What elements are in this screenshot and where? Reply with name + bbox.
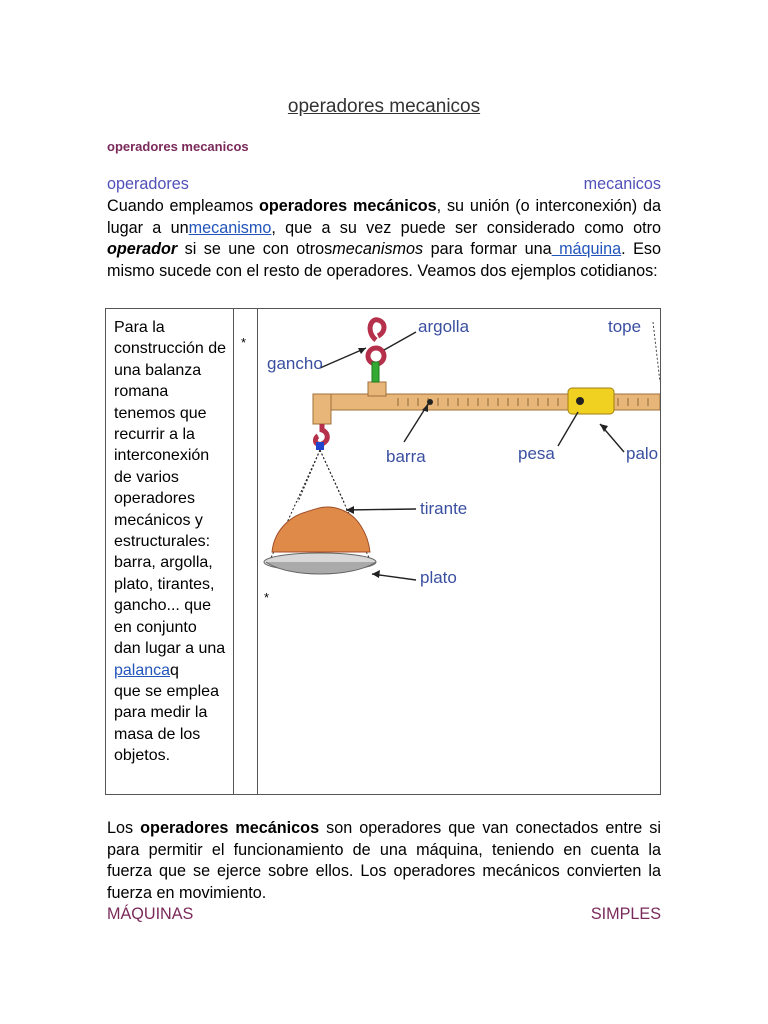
page-title: operadores mecanicos xyxy=(287,96,481,117)
label-gancho: gancho xyxy=(267,354,323,373)
maquina-link[interactable]: máquina xyxy=(551,240,622,258)
balanza-diagram xyxy=(258,312,660,602)
star-marker: * xyxy=(241,335,247,350)
maquinas-right: SIMPLES xyxy=(590,905,661,923)
label-palo: palo xyxy=(626,444,659,463)
label-plato: plato xyxy=(420,568,457,587)
hook-top xyxy=(370,320,384,340)
label-tirante: tirante xyxy=(420,499,468,518)
maquinas-heading-line xyxy=(107,904,661,926)
label-tope: tope xyxy=(608,317,642,336)
label-pesa: pesa xyxy=(518,444,555,463)
table-text-cell: Para la construcción de una balanza romana tenemos que recurrir a la interconexión de varios operadores mecánicos y estructurales: barra, argolla, plato, tirantes, gancho... que en conjunto dan lugar a una palancaq que se emplea para medir la masa de los objetos. xyxy=(106,309,234,794)
hook-lower xyxy=(315,424,327,444)
mecanismo-link[interactable]: mecanismo xyxy=(188,218,272,237)
after-paragraph: Los operadores mecánicos son operadores que van conectados entre si para permitir el funcionamiento de una máquina, teniendo en cuenta la fuerza que se ejerce sobre ellos. Los operadores mecánicos convierten la fuerza en movimiento. xyxy=(107,819,661,902)
heading-left: operadores xyxy=(107,175,189,193)
pesa-shape xyxy=(568,388,614,414)
argolla-ring xyxy=(372,362,379,382)
star-marker-2: * xyxy=(264,590,270,605)
intro-heading-line xyxy=(107,174,661,196)
label-barra: barra xyxy=(386,447,426,466)
maquinas-left: MÁQUINAS xyxy=(107,905,194,923)
carga xyxy=(272,507,370,552)
section-subtitle: operadores mecanicos xyxy=(107,139,249,154)
table-star-cell xyxy=(234,309,258,794)
heading-right: mecanicos xyxy=(583,175,661,193)
palanca-link[interactable]: palanca xyxy=(114,661,171,679)
intro-paragraph: Cuando empleamos operadores mecánicos, su unión (o interconexión) da lugar a unmecanismo, que a su vez puede ser considerado como otro operador si se une con otrosmecanismos para formar una máquina. Eso mismo sucede con el resto de operadores. Veamos dos ejemplos cotidianos: xyxy=(107,197,662,280)
label-argolla: argolla xyxy=(418,317,470,336)
